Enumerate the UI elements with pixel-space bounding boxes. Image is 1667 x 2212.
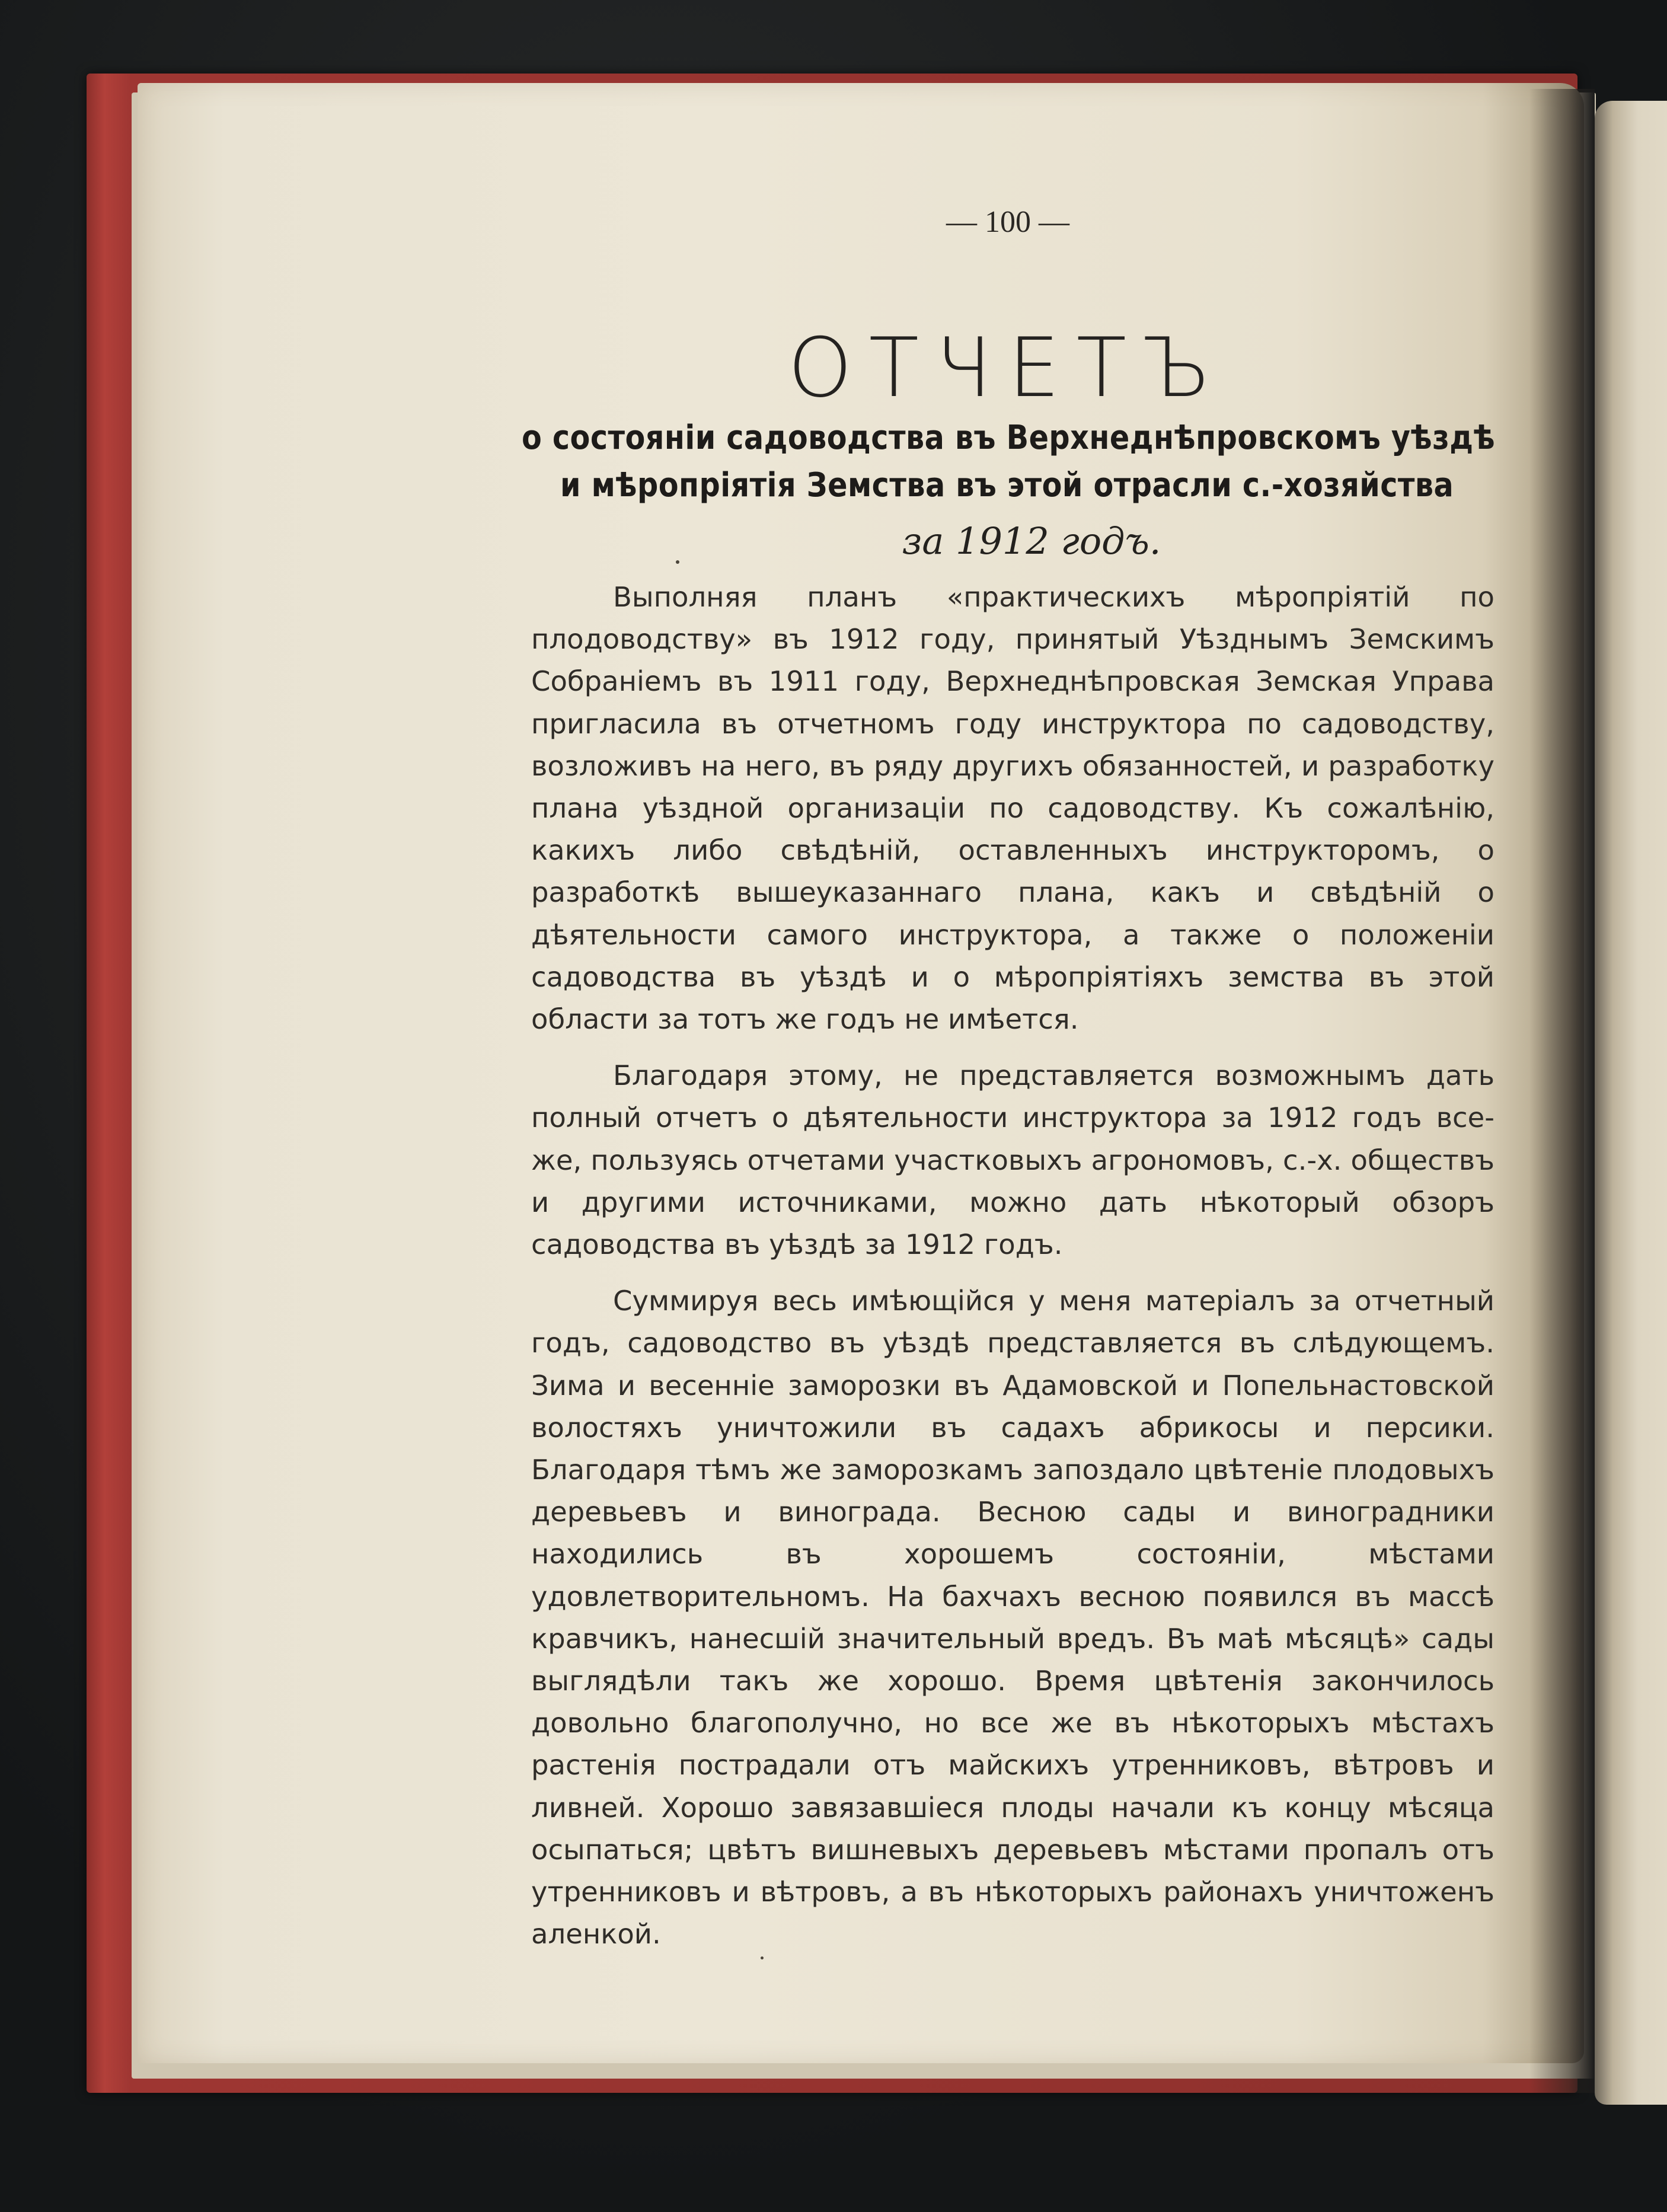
adjacent-page [1595,101,1667,2105]
book-gutter-shadow [1529,89,1595,2093]
page-number: — 100 — [946,205,1069,239]
paper-speck [676,560,679,564]
paragraph-3: Суммируя весь имѣющiйся у меня матерiалъ за отчетный годъ, садоводство въ уѣздѣ представляется въ слѣдующемъ. Зима и весеннiе заморозки въ Адамовской и Попельнастовской волостяхъ уничтожили въ садахъ абрикосы и персики. Благодаря тѣмъ же заморозкамъ запоздало цвѣтенiе плодовыхъ деревьевъ и винограда. Весною сады и виноградники находились въ хорошемъ состоянiи, мѣстами удовлетворительномъ. На бахчахъ весною появился въ массѣ кравчикъ, нанесшiй значительный вредъ. Въ маѣ мѣсяцѣ» сады выглядѣли такъ же хорошо. Время цвѣтенiя закончилось довольно благополучно, но все же въ нѣкоторыхъ мѣстахъ растенiя пострадали отъ майскихъ утренниковъ, вѣтровъ и ливней. Хорошо завязавшiеся плоды начали къ концу мѣсяца осыпаться; цвѣтъ вишневыхъ деревьевъ мѣстами пропалъ отъ утренниковъ и вѣтровъ, а въ нѣкоторыхъ районахъ уничтоженъ аленкой. [531,1285,1494,1951]
paragraph-1: Выполняя планъ «практическихъ мѣропрiятiй по плодоводству» въ 1912 году, принятый Уѣзднымъ Земскимъ Собранiемъ въ 1911 году, Верхнеднѣпровская Земская Управа пригласила въ отчетномъ году инструктора по садоводству, возложивъ на него, въ ряду другихъ обязанностей, и разработку плана уѣздной организацiи по садоводству. Къ сожалѣнiю, какихъ либо свѣдѣнiй, оставленныхъ инструкторомъ, о разработкѣ вышеуказаннаго плана, какъ и свѣдѣнiй о дѣятельности самого инструктора, а также о положенiи садоводства въ уѣздѣ и о мѣропрiятiяхъ земства въ этой области за тотъ же годъ не имѣется. [531,581,1494,1036]
document-year: за 1912 годъ. [902,519,1161,563]
document-subtitle-line-2: и мѣропрiятiя Земства въ этой отрасли с.-хозяйства [560,466,1454,505]
paper-speck [761,1956,764,1959]
document-subtitle-line-1: о состоянiи садоводства въ Верхнеднѣпровскомъ уѣздѣ [522,419,1496,457]
body-text [531,576,1494,1970]
paragraph-2: Благодаря этому, не представляется возможнымъ дать полный отчетъ о дѣятельности инструктора за 1912 годъ все-же, пользуясь отчетами участковыхъ агрономовъ, с.-х. обществъ и другими источниками, можно дать нѣкоторый обзоръ садоводства въ уѣздѣ за 1912 годъ. [531,1059,1494,1261]
document-title: ОТЧЕТЪ [788,320,1228,416]
